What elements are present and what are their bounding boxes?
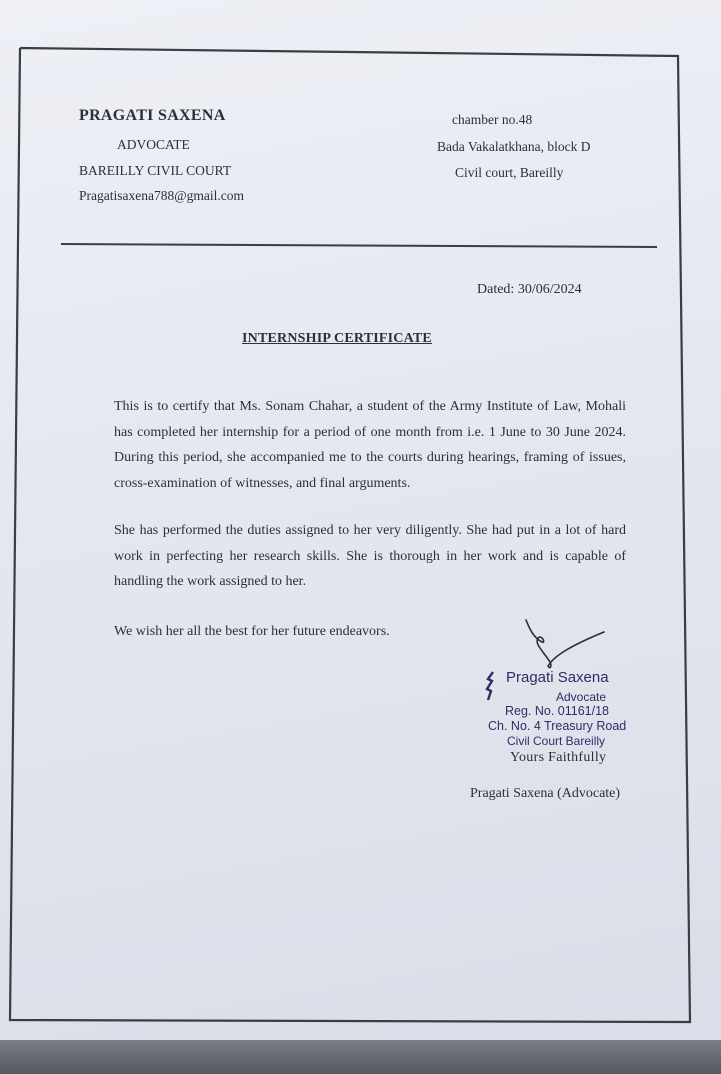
signoff-name: Pragati Saxena (Advocate): [470, 786, 621, 801]
handwritten-signature: [520, 616, 620, 676]
stamp-chamber: Ch. No. 4 Treasury Road: [488, 719, 627, 733]
stamp-court: Civil Court Bareilly: [507, 734, 606, 748]
closing-line: Yours Faithfully: [510, 750, 607, 765]
advocate-name: PRAGATI SAXENA: [79, 107, 226, 124]
certificate-title: INTERNSHIP CERTIFICATE: [242, 331, 432, 346]
letter-date: Dated: 30/06/2024: [477, 282, 582, 297]
body-paragraph-2: She has performed the duties assigned to her very diligently. She had put in a lot of hard work in perfecting her research skills. She is thorough in her work and is capable of handling the work assigned to her.: [114, 523, 626, 589]
stamp-registration: Reg. No. 01161/18: [505, 704, 610, 718]
advocate-designation: ADVOCATE: [117, 137, 190, 152]
header-divider: [61, 244, 657, 247]
advocate-stamp: [485, 669, 635, 749]
email-address: Pragatisaxena788@gmail.com: [79, 188, 245, 203]
stamp-designation: Advocate: [556, 690, 607, 704]
stamp-name: Pragati Saxena: [506, 669, 609, 686]
court-name: BAREILLY CIVIL COURT: [79, 163, 232, 178]
stamp-emblem-icon: [485, 671, 497, 701]
body-paragraph-3: We wish her all the best for her future endeavors.: [114, 624, 390, 639]
office-address: Bada Vakalatkhana, block D: [437, 139, 591, 154]
body-paragraph-1: This is to certify that Ms. Sonam Chahar, a student of the Army Institute of Law, Mohali has completed her internship for a period of one month from i.e. 1 June to 30 June 2024. During this period, she accompanied me to the courts during hearings, framing of issues, cross-examination of witnesses, and final arguments.: [114, 399, 626, 491]
office-city: Civil court, Bareilly: [455, 165, 564, 180]
table-surface: [0, 1040, 721, 1074]
chamber-number: chamber no.48: [452, 112, 533, 127]
